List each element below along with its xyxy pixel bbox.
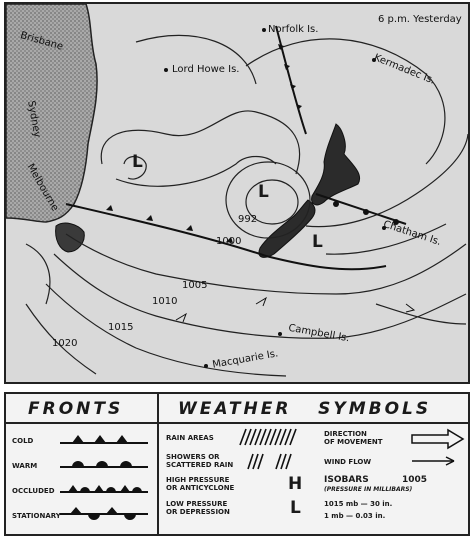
- front-stationary-label: STATIONARY: [12, 512, 61, 520]
- map-legend: [4, 392, 470, 536]
- isobars-note: (PRESSURE IN MILLIBARS): [324, 486, 413, 493]
- weather-symbols-title: WEATHER SYMBOLS: [178, 399, 432, 419]
- label-norfolk: Norfolk Is.: [268, 24, 319, 35]
- conversion-line2: 1 mb — 0.03 in.: [324, 512, 386, 520]
- low-pressure-nz-east: L: [312, 232, 323, 252]
- legend-divider-vertical: [157, 394, 159, 534]
- label-kermadec: Kermadec Is.: [372, 52, 437, 87]
- low-pressure-nz-west: L: [258, 182, 269, 202]
- label-lord-howe: Lord Howe Is.: [172, 64, 240, 75]
- showers-symbol: [244, 452, 300, 470]
- isobar-label-1020: 1020: [52, 338, 78, 349]
- map-time-label: 6 p.m. Yesterday: [378, 14, 462, 25]
- label-brisbane: Brisbane: [18, 30, 65, 53]
- fronts-title: FRONTS: [28, 399, 124, 419]
- front-occluded-label: OCCLUDED: [12, 487, 55, 495]
- low-pressure-tasman: L: [132, 152, 143, 172]
- wind-flow-label: WIND FLOW: [324, 458, 372, 466]
- showers-label-line2: SCATTERED RAIN: [166, 461, 234, 469]
- tasmania: [56, 223, 85, 252]
- label-chatham: Chatham Is.: [381, 218, 443, 249]
- direction-arrow-icon: [410, 428, 466, 450]
- occluded-front-symbol: [60, 481, 150, 495]
- label-macquarie: Macquarie Is.: [211, 348, 280, 371]
- warm-front-symbol: [60, 456, 150, 470]
- low-pressure-label-line2: OR DEPRESSION: [166, 508, 230, 516]
- cold-front-symbol: [60, 432, 150, 446]
- wind-flow-arrow-icon: [410, 454, 460, 468]
- high-pressure-label-line2: OR ANTICYCLONE: [166, 484, 235, 492]
- isobar-label-1000: 1000: [216, 236, 242, 247]
- direction-label-line2: OF MOVEMENT: [324, 438, 383, 446]
- isobar-label-1010: 1010: [152, 296, 178, 307]
- weather-map: [4, 2, 470, 384]
- isobar-label-1005: 1005: [182, 280, 208, 291]
- rain-areas-label: RAIN AREAS: [166, 434, 214, 442]
- label-sydney: Sydney: [25, 100, 43, 139]
- isobar-label-992: 992: [238, 214, 258, 225]
- legend-divider-horizontal: [6, 422, 468, 424]
- new-zealand-south-island: [259, 200, 315, 257]
- stationary-front-symbol: [60, 504, 150, 524]
- new-zealand-north-island: [312, 124, 360, 205]
- direction-label-line1: DIRECTION: [324, 430, 367, 438]
- isobars-example-value: 1005: [402, 475, 428, 485]
- front-warm-label: WARM: [12, 462, 38, 470]
- rain-areas-symbol: [238, 428, 300, 446]
- isobar-label-1015: 1015: [108, 322, 134, 333]
- low-pressure-symbol: L: [290, 498, 301, 518]
- label-melbourne: Melbourne: [24, 162, 61, 214]
- front-cold-label: COLD: [12, 437, 34, 445]
- showers-label-line1: SHOWERS OR: [166, 453, 220, 461]
- label-campbell: Campbell Is.: [287, 322, 351, 345]
- high-pressure-symbol: H: [288, 474, 303, 494]
- isobars-label: ISOBARS: [324, 475, 369, 485]
- low-pressure-label-line1: LOW PRESSURE: [166, 500, 228, 508]
- conversion-line1: 1015 mb — 30 in.: [324, 500, 393, 508]
- high-pressure-label-line1: HIGH PRESSURE: [166, 476, 230, 484]
